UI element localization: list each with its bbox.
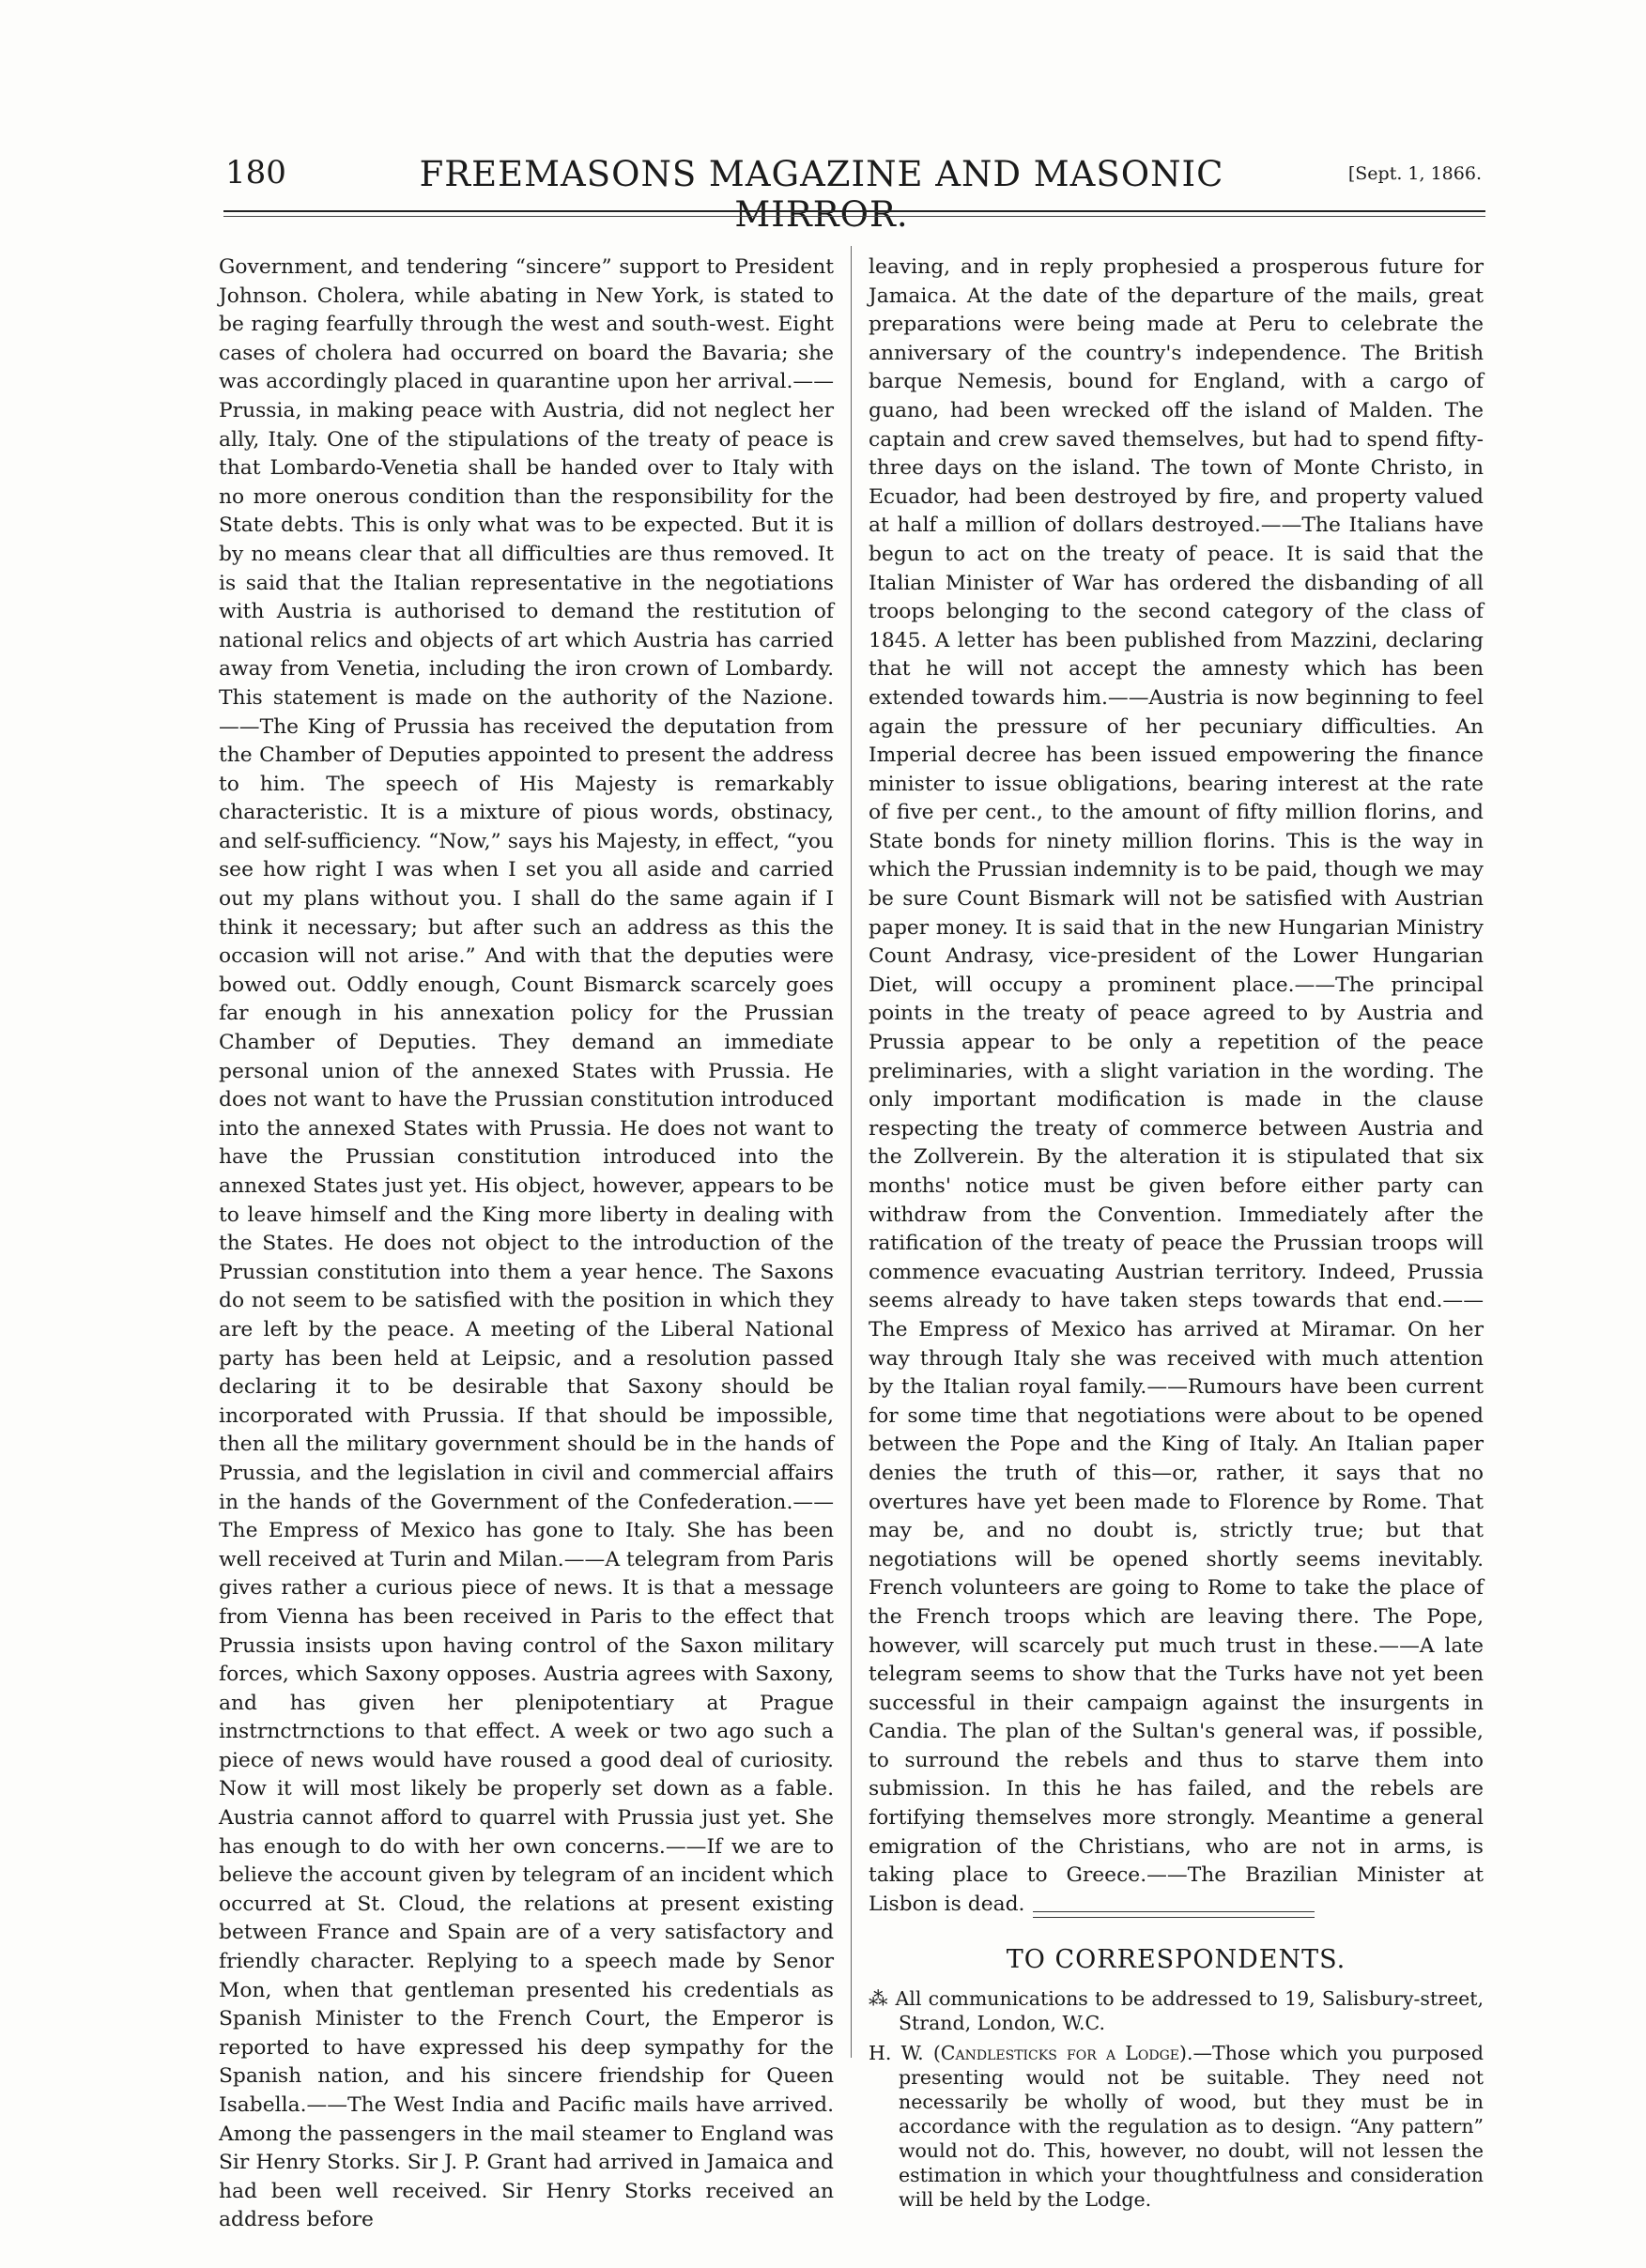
entry-text: —Those which you purposed presenting would not be suitable. They need not necessarily be wholly of wood, but they must be in accordance with the regulation as to design. “Any pattern” would not do. This, however, no doubt, will not lessen the estimation in which your thoughtfulness and consideration will be held by the Lodge. — [899, 2042, 1484, 2211]
entry-label: H. W. (Candlesticks for a Lodge). — [869, 2042, 1193, 2064]
right-column-text: leaving, and in reply prophesied a prosperous future for Jamaica. At the date of the departure of the mails, great preparations were being made at Peru to celebrate the anniversary of the country's independence. The British barque Nemesis, bound for England, with a cargo of guano, had been wrecked off the island of Malden. The captain and crew saved themselves, but had to spend fifty-three days on the island. The town of Monte Christo, in Ecuador, had been destroyed by fire, and property valued at half a million of dollars destroyed.——The Italians have begun to act on the treaty of peace. It is said that the Italian Minister of War has ordered the disbanding of all troops belonging to the second category of the class of 1845. A letter has been published from Mazzini, declaring that he will not accept the amnesty which has been extended towards him.——Austria is now beginning to feel again the pressure of her pecuniary difficulties. An Imperial decree has been issued empowering the finance minister to issue obligations, bearing interest at the rate of five per cent., to the amount of fifty million florins, and State bonds for ninety million florins. This is the way in which the Prussian indemnity is to be paid, though we may be sure Count Bismark will not be satisfied with Austrian paper money. It is said that in the new Hungarian Ministry Count Andrasy, vice-president of the Lower Hungarian Diet, will occupy a prominent place.——The principal points in the treaty of peace agreed to by Austria and Prussia appear to be only a repetition of the peace preliminaries, with a slight variation in the wording. The only important modification is made in the clause respecting the treaty of commerce between Austria and the Zollverein. By the alteration it is stipulated that six months' notice must be given before either party can withdraw from the Convention. Immediately after the ratification of the treaty of peace the Prussian troops will commence evacuating Austrian territory. Indeed, Prussia seems already to have taken steps towards that end.——The Empress of Mexico has arrived at Miramar. On her way through Italy she was received with much attention by the Italian royal family.——Rumours have been current for some time that negotiations were about to be opened between the Pope and the King of Italy. An Italian paper denies the truth of this—or, rather, it says that no overtures have yet been made to Florence by Rome. That may be, and no doubt is, strictly true; but that negotiations will be opened shortly seems inevitably. French volunteers are going to Rome to take the place of the French troops which are leaving there. The Pope, however, will scarcely put much trust in these.——A late telegram seems to show that the Turks have not yet been successful in their campaign against the insurgents in Candia. The plan of the Sultan's general was, if possible, to surround the rebels and thus to starve them into submission. In this he has failed, and the rebels are fortifying themselves more strongly. Meantime a general emigration of the Christians, who are not in arms, is taking place to Greece.——The Brazilian Minister at Lisbon is dead. — [869, 255, 1484, 1916]
left-column-text: Government, and tendering “sincere” support to President Johnson. Cholera, while abating in New York, is stated to be raging fearfully through the west and south-west. Eight cases of cholera had occurred on board the Bavaria; she was accordingly placed in quarantine upon her arrival.——Prussia, in making peace with Austria, did not neglect her ally, Italy. One of the stipulations of the treaty of peace is that Lombardo-Venetia shall be handed over to Italy with no more onerous condition than the responsibility for the State debts. This is only what was to be expected. But it is by no means clear that all difficulties are thus removed. It is said that the Italian representative in the negotiations with Austria is authorised to demand the restitution of national relics and objects of art which Austria has carried away from Venetia, including the iron crown of Lombardy. This statement is made on the authority of the Nazione.——The King of Prussia has received the deputation from the Chamber of Deputies appointed to present the address to him. The speech of His Majesty is remarkably characteristic. It is a mixture of pious words, obstinacy, and self-sufficiency. “Now,” says his Majesty, in effect, “you see how right I was when I set you all aside and carried out my plans without you. I shall do the same again if I think it necessary; but after such an address as this the occasion will not arise.” And with that the deputies were bowed out. Oddly enough, Count Bismarck scarcely goes far enough in his annexation policy for the Prussian Chamber of Deputies. They demand an immediate personal union of the annexed States with Prussia. He does not want to have the Prussian constitution introduced into the annexed States with Prussia. He does not want to have the Prussian constitution introduced into the annexed States just yet. His object, however, appears to be to leave himself and the King more liberty in dealing with the States. He does not object to the introduction of the Prussian constitution into them a year hence. The Saxons do not seem to be satisfied with the position in which they are left by the peace. A meeting of the Liberal National party has been held at Leipsic, and a resolution passed declaring it to be desirable that Saxony should be incorporated with Prussia. If that should be impossible, then all the military government should be in the hands of Prussia, and the legislation in civil and commercial affairs in the hands of the Government of the Confederation.——The Empress of Mexico has gone to Italy. She has been well received at Turin and Milan.——A telegram from Paris gives rather a curious piece of news. It is that a message from Vienna has been received in Paris to the effect that Prussia insists upon having control of the Saxon military forces, which Saxony opposes. Austria agrees with Saxony, and has given her plenipotentiary at Prague instrnctrnctions to that effect. A week or two ago such a piece of news would have roused a good deal of curiosity. Now it will most likely be properly set down as a fable. Austria cannot afford to quarrel with Prussia just yet. She has enough to do with her own concerns.——If we are to believe the account given by telegram of an incident which occurred at St. Cloud, the relations at present existing between France and Spain are of a very satisfactory and friendly character. Replying to a speech made by Senor Mon, when that gentleman presented his credentials as Spanish Minister to the French Court, the Emperor is reported to have expressed his deep sympathy for the Spanish nation, and his sincere friendship for Queen Isabella.——The West India and Pacific mails have arrived. Among the passengers in the mail steamer to England was Sir Henry Storks. Sir J. P. Grant had arrived in Jamaica and had been well received. Sir Henry Storks received an address before — [219, 255, 834, 2232]
page-header — [225, 152, 1484, 235]
header-rule-thin — [223, 216, 1485, 217]
correspondents-entry — [869, 2041, 1484, 2212]
correspondents-note — [869, 1986, 1484, 2035]
asterism-mark: ⁂ — [869, 1987, 889, 2010]
column-divider — [851, 246, 852, 2058]
section-rule-bottom — [1033, 1917, 1315, 1918]
left-column — [219, 253, 834, 2235]
right-column — [869, 253, 1484, 1919]
header-rule — [223, 210, 1485, 212]
magazine-title: FREEMASONS MAGAZINE AND MASONIC MIRROR. — [419, 154, 1224, 235]
correspondents-note-text: All communications to be addressed to 19, Salisbury-street, Strand, London, W.C. — [895, 1987, 1484, 2034]
issue-date: [Sept. 1, 1866. — [1347, 163, 1482, 184]
correspondents-heading: TO CORRESPONDENTS. — [1006, 1945, 1346, 1974]
section-rule-top — [1033, 1911, 1315, 1912]
page-number: 180 — [225, 154, 286, 192]
